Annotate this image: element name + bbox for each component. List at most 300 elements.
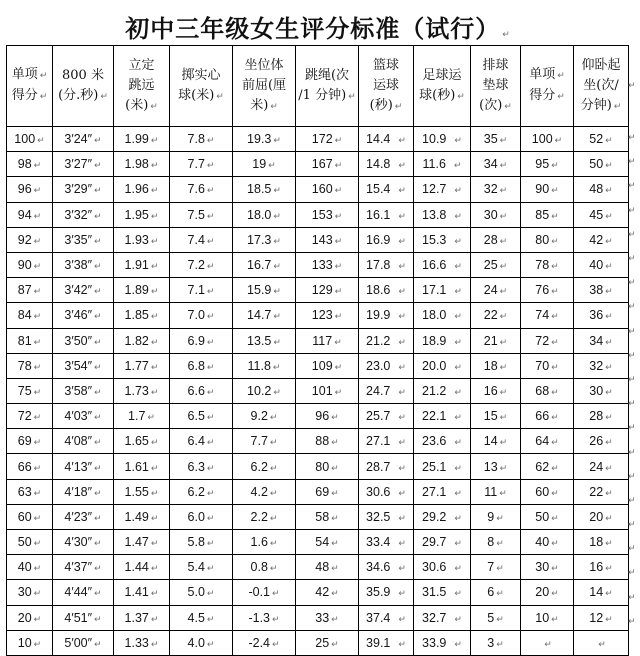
column-header-4 <box>233 46 296 127</box>
paragraph-mark: ↵ <box>605 614 613 625</box>
cell-value: 60 <box>17 509 32 524</box>
table-cell <box>574 152 629 177</box>
table-cell <box>114 630 170 655</box>
table-cell <box>521 278 574 303</box>
cell-value: 7.0 <box>187 308 205 323</box>
paragraph-mark: ↵ <box>394 101 403 112</box>
table-cell <box>359 278 414 303</box>
paragraph-mark: ↵ <box>331 564 339 575</box>
paragraph-mark: ↵ <box>33 211 42 222</box>
cell-value: 22 <box>483 308 498 323</box>
cell-value: 6.4 <box>187 434 205 449</box>
cell-value: 81 <box>17 333 32 348</box>
table-cell <box>170 378 233 403</box>
table-cell <box>521 429 574 454</box>
paragraph-mark: ↵ <box>100 91 108 102</box>
table-cell <box>414 630 471 655</box>
paragraph-mark: ↵ <box>94 337 102 348</box>
table-cell <box>7 127 53 152</box>
table-cell <box>414 202 471 227</box>
paragraph-mark: ↵ <box>499 262 508 273</box>
paragraph-mark: ↵ <box>150 211 159 222</box>
table-cell <box>414 152 471 177</box>
paragraph-mark: ↵ <box>273 262 281 273</box>
paragraph-mark: ↵ <box>94 438 102 449</box>
table-cell <box>7 454 53 479</box>
table-cell <box>114 227 170 252</box>
cell-value: 1.65 <box>124 434 149 449</box>
table-cell <box>170 252 233 277</box>
table-cell <box>233 630 296 655</box>
paragraph-mark: ↵ <box>551 589 559 600</box>
table-cell <box>296 152 359 177</box>
paragraph-mark: ↵ <box>499 337 508 348</box>
table-cell <box>114 555 170 580</box>
cell-value: 72 <box>535 333 550 348</box>
cell-value: 7 <box>487 560 495 575</box>
paragraph-mark: ↵ <box>504 101 512 112</box>
paragraph-mark: ↵ <box>499 161 508 172</box>
paragraph-mark: ↵ <box>269 539 278 550</box>
table-cell <box>574 328 629 353</box>
paragraph-mark: ↵ <box>94 463 102 474</box>
cell-value: 94 <box>17 207 32 222</box>
paragraph-mark: ↵ <box>454 488 462 499</box>
column-header-7 <box>414 46 471 127</box>
cell-value: 129 <box>311 283 333 298</box>
table-cell <box>521 227 574 252</box>
paragraph-mark: ↵ <box>206 564 215 575</box>
paragraph-mark: ↵ <box>206 236 215 247</box>
cell-value: 58 <box>315 509 330 524</box>
row-end-mark: ↵ <box>628 495 636 506</box>
cell-value: 18.9 <box>422 333 447 348</box>
paragraph-mark: ↵ <box>398 136 406 147</box>
cell-value: 19.9 <box>366 308 391 323</box>
cell-value: 88 <box>315 434 330 449</box>
cell-value: 90 <box>17 258 32 273</box>
cell-value: 28.7 <box>366 459 391 474</box>
table-cell <box>53 328 114 353</box>
cell-value: 26 <box>589 434 604 449</box>
table-cell <box>170 202 233 227</box>
paragraph-mark: ↵ <box>605 211 613 222</box>
paragraph-mark: ↵ <box>33 539 42 550</box>
table-cell <box>414 530 471 555</box>
cell-value: 20 <box>535 585 550 600</box>
paragraph-mark: ↵ <box>551 186 559 197</box>
cell-value: 23.6 <box>422 434 447 449</box>
table-cell <box>574 580 629 605</box>
cell-value: -2.4 <box>248 635 270 650</box>
table-cell <box>414 504 471 529</box>
table-cell <box>521 630 574 655</box>
cell-value: 5.8 <box>187 535 205 550</box>
table-cell <box>521 202 574 227</box>
table-cell <box>471 429 521 454</box>
table-cell <box>414 303 471 328</box>
table-cell <box>296 328 359 353</box>
paragraph-mark: ↵ <box>94 488 102 499</box>
paragraph-mark: ↵ <box>33 312 42 323</box>
paragraph-mark: ↵ <box>605 287 613 298</box>
cell-value: 101 <box>311 383 333 398</box>
paragraph-mark: ↵ <box>150 387 159 398</box>
table-cell <box>7 378 53 403</box>
paragraph-mark: ↵ <box>147 413 155 424</box>
table-cell <box>53 404 114 429</box>
table-cell <box>296 530 359 555</box>
cell-value: 13 <box>483 459 498 474</box>
row-end-mark: ↵ <box>628 544 636 555</box>
cell-value: 16 <box>589 560 604 575</box>
cell-value: 24 <box>589 459 604 474</box>
cell-value: 4′51″ <box>64 610 93 625</box>
paragraph-mark: ↵ <box>334 337 342 348</box>
cell-value: 18 <box>483 358 498 373</box>
paragraph-mark: ↵ <box>94 539 102 550</box>
paragraph-mark: ↵ <box>150 564 159 575</box>
table-cell <box>359 605 414 630</box>
table-row <box>7 378 629 403</box>
paragraph-mark: ↵ <box>273 186 281 197</box>
table-cell <box>471 580 521 605</box>
paragraph-mark: ↵ <box>206 312 215 323</box>
scoring-standards-table <box>6 45 629 656</box>
cell-value: 4′44″ <box>64 585 93 600</box>
paragraph-mark: ↵ <box>398 513 406 524</box>
table-cell <box>414 252 471 277</box>
table-cell <box>574 555 629 580</box>
cell-value: 25 <box>315 635 330 650</box>
cell-value: 34.6 <box>366 560 391 575</box>
cell-value: 75 <box>17 383 32 398</box>
cell-value: 6.2 <box>187 484 205 499</box>
table-cell <box>574 530 629 555</box>
table-row <box>7 580 629 605</box>
table-cell <box>114 278 170 303</box>
cell-value: 1.6 <box>250 535 268 550</box>
row-end-mark: ↵ <box>628 616 636 627</box>
cell-value: 11.6 <box>422 157 446 172</box>
table-cell <box>296 504 359 529</box>
paragraph-mark: ↵ <box>398 589 406 600</box>
paragraph-mark: ↵ <box>544 639 552 650</box>
paragraph-mark: ↵ <box>39 92 48 102</box>
paragraph-mark: ↵ <box>454 387 462 398</box>
cell-value: 14.7 <box>247 308 272 323</box>
paragraph-mark: ↵ <box>269 438 278 449</box>
cell-value: 3′50″ <box>64 333 93 348</box>
table-cell <box>7 530 53 555</box>
cell-value: 15.3 <box>422 232 447 247</box>
paragraph-mark: ↵ <box>605 136 613 147</box>
paragraph-mark: ↵ <box>454 438 462 449</box>
page-title: 初中三年级女生评分标准（试行） <box>125 14 501 43</box>
table-cell <box>233 479 296 504</box>
header-text: 前屈(厘 <box>241 77 287 93</box>
paragraph-mark: ↵ <box>206 413 215 424</box>
cell-value: 7.7 <box>250 434 268 449</box>
paragraph-mark: ↵ <box>33 614 42 625</box>
cell-value: 45 <box>589 207 604 222</box>
table-cell <box>7 353 53 378</box>
cell-value: 30 <box>17 585 32 600</box>
cell-value: 4′03″ <box>64 409 93 424</box>
table-cell <box>170 328 233 353</box>
cell-value: 21 <box>483 333 498 348</box>
paragraph-mark: ↵ <box>206 639 215 650</box>
table-cell <box>114 303 170 328</box>
row-end-mark: ↵ <box>628 374 636 385</box>
cell-value: 7.4 <box>187 232 205 247</box>
paragraph-mark: ↵ <box>605 387 613 398</box>
table-cell <box>53 378 114 403</box>
table-cell <box>53 202 114 227</box>
paragraph-mark: ↵ <box>496 539 504 550</box>
table-cell <box>471 227 521 252</box>
paragraph-mark: ↵ <box>331 614 339 625</box>
cell-value: 48 <box>589 182 604 197</box>
paragraph-mark: ↵ <box>206 362 215 373</box>
table-cell <box>296 252 359 277</box>
table-row <box>7 303 629 328</box>
paragraph-mark: ↵ <box>551 614 559 625</box>
paragraph-mark: ↵ <box>334 211 343 222</box>
paragraph-mark: ↵ <box>398 161 406 172</box>
table-cell <box>521 303 574 328</box>
paragraph-mark: ↵ <box>94 236 102 247</box>
paragraph-mark: ↵ <box>551 312 559 323</box>
table-cell <box>471 605 521 630</box>
table-cell <box>53 580 114 605</box>
paragraph-mark: ↵ <box>273 287 281 298</box>
table-cell <box>359 378 414 403</box>
table-cell <box>170 177 233 202</box>
table-cell <box>359 479 414 504</box>
table-cell <box>359 353 414 378</box>
table-cell <box>471 378 521 403</box>
paragraph-mark: ↵ <box>398 438 406 449</box>
table-cell <box>471 252 521 277</box>
cell-value: 10 <box>17 635 32 650</box>
table-cell <box>521 177 574 202</box>
table-cell <box>233 580 296 605</box>
cell-value: 6.9 <box>187 333 205 348</box>
paragraph-mark: ↵ <box>334 312 343 323</box>
paragraph-mark: ↵ <box>499 362 508 373</box>
cell-value: 63 <box>17 484 32 499</box>
table-cell <box>170 278 233 303</box>
table-cell <box>114 127 170 152</box>
paragraph-mark: ↵ <box>454 614 462 625</box>
table-cell <box>574 429 629 454</box>
cell-value: 25.1 <box>422 459 447 474</box>
cell-value: 109 <box>311 358 333 373</box>
table-cell <box>414 328 471 353</box>
table-cell <box>521 555 574 580</box>
paragraph-mark: ↵ <box>273 236 281 247</box>
cell-value: 80 <box>315 459 330 474</box>
cell-value: 16 <box>483 383 498 398</box>
paragraph-mark: ↵ <box>499 211 508 222</box>
cell-value: 22 <box>589 484 604 499</box>
title-bar <box>0 0 635 45</box>
table-cell <box>114 152 170 177</box>
paragraph-mark: ↵ <box>398 387 406 398</box>
table-cell <box>471 127 521 152</box>
cell-value: 4′13″ <box>64 459 93 474</box>
table-cell <box>7 404 53 429</box>
cell-value: 16.1 <box>366 207 391 222</box>
table-row <box>7 353 629 378</box>
cell-value: 1.77 <box>124 358 149 373</box>
cell-value: 64 <box>535 434 550 449</box>
paragraph-mark: ↵ <box>551 539 559 550</box>
table-cell <box>233 303 296 328</box>
cell-value: 85 <box>535 207 550 222</box>
table-cell <box>471 479 521 504</box>
table-cell <box>471 278 521 303</box>
paragraph-mark: ↵ <box>94 211 102 222</box>
paragraph-mark: ↵ <box>150 614 159 625</box>
cell-value: 92 <box>17 232 32 247</box>
table-cell <box>414 278 471 303</box>
paragraph-mark: ↵ <box>206 488 215 499</box>
table-cell <box>414 127 471 152</box>
table-cell <box>521 378 574 403</box>
table-cell <box>7 580 53 605</box>
cell-value: 12.7 <box>422 182 447 197</box>
paragraph-mark: ↵ <box>334 136 343 147</box>
paragraph-mark: ↵ <box>551 438 559 449</box>
cell-value: 3′27″ <box>64 157 93 172</box>
table-cell <box>574 630 629 655</box>
paragraph-mark: ↵ <box>273 211 281 222</box>
table-cell <box>114 454 170 479</box>
table-cell <box>114 530 170 555</box>
cell-value: 32.5 <box>366 509 391 524</box>
paragraph-mark: ↵ <box>206 211 215 222</box>
paragraph-mark: ↵ <box>398 211 406 222</box>
row-end-mark: ↵ <box>628 592 636 603</box>
cell-value: 66 <box>535 409 550 424</box>
table-cell <box>521 328 574 353</box>
table-cell <box>296 605 359 630</box>
table-row <box>7 227 629 252</box>
table-cell <box>53 127 114 152</box>
table-cell <box>170 429 233 454</box>
row-end-mark: ↵ <box>628 399 636 410</box>
cell-value: 84 <box>17 308 32 323</box>
paragraph-mark: ↵ <box>454 463 462 474</box>
table-cell <box>471 454 521 479</box>
table-cell <box>296 353 359 378</box>
table-cell <box>521 504 574 529</box>
cell-value: 62 <box>535 459 550 474</box>
paragraph-mark: ↵ <box>398 413 406 424</box>
cell-value: 3 <box>487 635 495 650</box>
table-cell <box>7 479 53 504</box>
cell-value: 10.9 <box>422 132 447 147</box>
paragraph-mark: ↵ <box>499 463 508 474</box>
cell-value: 20.0 <box>422 358 447 373</box>
cell-value: 34 <box>589 333 604 348</box>
cell-value: 39.1 <box>366 635 391 650</box>
table-cell <box>114 202 170 227</box>
paragraph-mark: ↵ <box>206 161 215 172</box>
table-cell <box>53 530 114 555</box>
cell-value: -1.3 <box>248 610 270 625</box>
cell-value: 12 <box>589 610 604 625</box>
paragraph-mark: ↵ <box>551 513 559 524</box>
table-cell <box>233 127 296 152</box>
paragraph-mark: ↵ <box>150 488 159 499</box>
table-cell <box>114 479 170 504</box>
paragraph-mark: ↵ <box>33 413 42 424</box>
table-cell <box>114 504 170 529</box>
cell-value: 69 <box>17 434 32 449</box>
paragraph-mark: ↵ <box>496 639 504 650</box>
cell-value: 7.5 <box>187 207 205 222</box>
paragraph-mark: ↵ <box>33 463 42 474</box>
row-end-mark: ↵ <box>628 302 636 313</box>
cell-value: 4′18″ <box>64 484 93 499</box>
paragraph-mark: ↵ <box>605 337 613 348</box>
paragraph-mark: ↵ <box>150 337 159 348</box>
table-row <box>7 202 629 227</box>
paragraph-mark: ↵ <box>496 589 504 600</box>
cell-value: 4′23″ <box>64 509 93 524</box>
paragraph-mark: ↵ <box>613 101 622 112</box>
table-cell <box>170 127 233 152</box>
header-text: (秒) <box>369 97 393 113</box>
table-cell <box>170 530 233 555</box>
table-cell <box>233 252 296 277</box>
paragraph-mark: ↵ <box>398 262 406 273</box>
table-cell <box>296 555 359 580</box>
cell-value: 11.8 <box>247 358 271 373</box>
cell-value: 96 <box>315 409 330 424</box>
cell-value: 25 <box>483 258 498 273</box>
paragraph-mark: ↵ <box>499 312 508 323</box>
cell-value: 19.3 <box>247 132 272 147</box>
paragraph-mark: ↵ <box>334 186 343 197</box>
cell-value: 40 <box>535 535 550 550</box>
header-text: 足球运 <box>422 67 462 83</box>
table-cell <box>233 530 296 555</box>
paragraph-mark: ↵ <box>273 136 281 147</box>
row-end-mark: ↵ <box>628 205 636 216</box>
column-header-2 <box>114 46 170 127</box>
row-end-mark: ↵ <box>628 350 636 361</box>
cell-value: 6.6 <box>187 383 205 398</box>
row-end-mark: ↵ <box>628 326 636 337</box>
paragraph-mark: ↵ <box>150 262 159 273</box>
paragraph-mark: ↵ <box>206 589 215 600</box>
cell-value: 117 <box>312 333 333 348</box>
paragraph-mark: ↵ <box>206 463 215 474</box>
paragraph-mark: ↵ <box>499 236 508 247</box>
cell-value: 1.55 <box>124 484 149 499</box>
cell-value: 20 <box>589 509 604 524</box>
paragraph-mark: ↵ <box>33 387 42 398</box>
cell-value: 15 <box>483 409 498 424</box>
row-end-mark: ↵ <box>628 157 636 168</box>
cell-value: 30 <box>589 383 604 398</box>
paragraph-mark: ↵ <box>605 236 613 247</box>
paragraph-mark: ↵ <box>150 312 159 323</box>
